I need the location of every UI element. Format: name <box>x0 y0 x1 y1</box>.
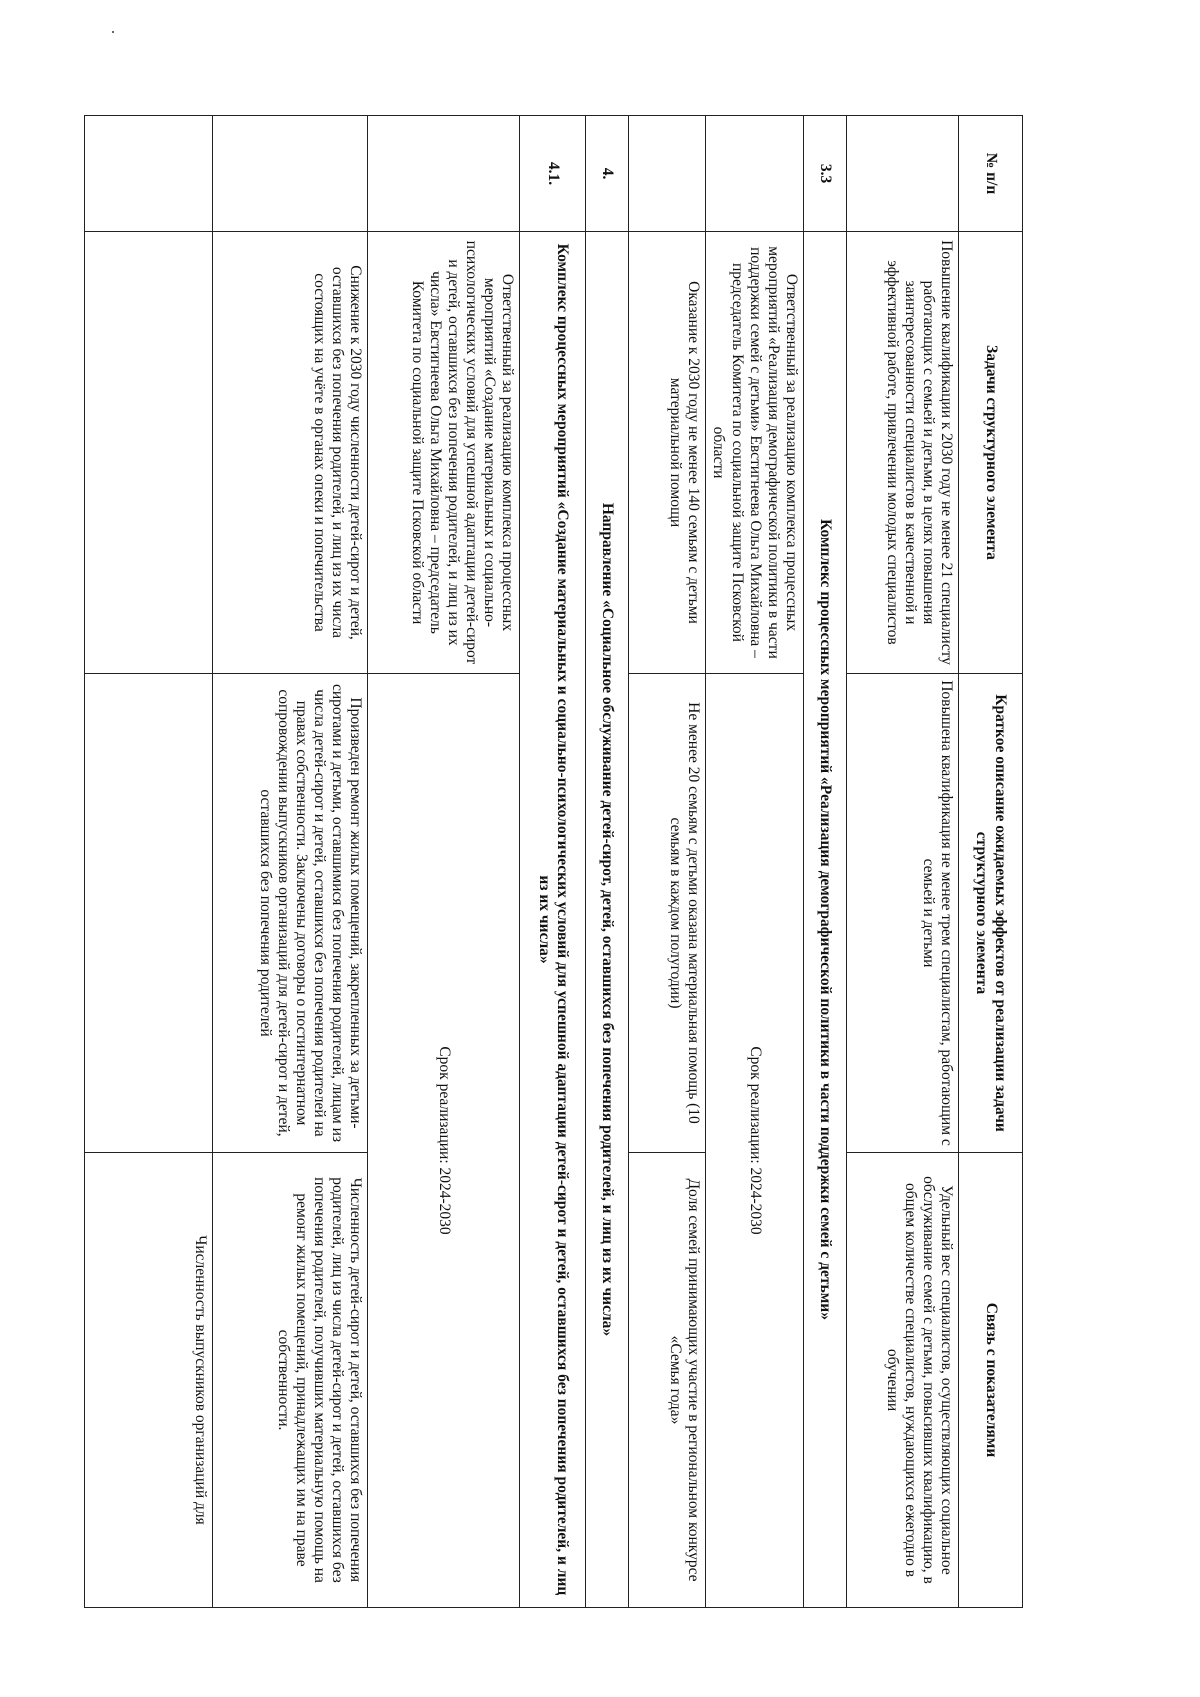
section-row <box>804 116 847 1608</box>
effect-cell: Произведен ремонт жилых помещений, закрепленных за детьми-сиротами и детьми, оставшимися без попечения родителей, лицам из числа детей-сирот и детей, оставшихся без попечения родителей на правах собственности. Заключены договоры о постинтернатном сопровождении выпускников организаций для детей-сирот и детей, оставшихся без попечения родителей <box>213 674 368 1153</box>
section-title: Комплекс процессных мероприятий «Реализация демографической политики в части поддержки семей с детьми» <box>804 232 847 1608</box>
table-header-row <box>959 116 1023 1608</box>
effect-cell <box>85 674 213 1153</box>
header-indicator: Связь с показателями <box>959 1153 1023 1608</box>
section-title: Комплекс процессных мероприятий «Создание материальных и социально-психологических условий для успешной адаптации детей-сирот и детей, оставшихся без попечения родителей, и лиц из их числа» <box>520 232 586 1608</box>
scan-speck <box>112 31 114 33</box>
responsible-cell: Ответственный за реализацию комплекса процессных мероприятий «Реализация демографической политики в части поддержки семей с детьми» Евстигнеева Ольга Михайловна – председатель Комитета по социальной защите Псковской области <box>706 232 804 674</box>
effect-cell: Не менее 20 семьям с детьми оказана материальная помощь (10 семьям в каждом полугодии) <box>629 674 706 1153</box>
term-cell: Срок реализации: 2024-2030 <box>706 674 804 1608</box>
term-cell: Срок реализации: 2024-2030 <box>368 674 520 1608</box>
table-row <box>213 116 368 1608</box>
rotated-page <box>87 115 1023 1607</box>
structural-elements-table <box>84 115 1023 1608</box>
table-row <box>706 116 804 1608</box>
table-row <box>847 116 959 1608</box>
indicator-cell: Численность детей-сирот и детей, оставшихся без попечения родителей, лиц из числа детей-сирот и детей, оставшихся без попечения родителей, получивших материальную помощь на ремонт жилых помещений, принадлежащих им на праве собственности. <box>213 1153 368 1608</box>
table-row <box>85 116 213 1608</box>
row-num <box>629 116 706 232</box>
indicator-cell: Доля семей принимающих участие в региональном конкурсе «Семья года» <box>629 1153 706 1608</box>
row-num: 3.3 <box>804 116 847 232</box>
task-cell <box>85 232 213 674</box>
direction-title: Направление «Социальное обслуживание детей-сирот, детей, оставшихся без попечения родителей, и лиц из их числа» <box>586 232 629 1608</box>
header-num: № п/п <box>959 116 1023 232</box>
section-row <box>520 116 586 1608</box>
table-row <box>629 116 706 1608</box>
row-num <box>85 116 213 232</box>
responsible-cell: Ответственный за реализацию комплекса процессных мероприятий «Создание материальных и социально-психологических условий для успешной адаптации детей-сирот и детей, оставшихся без попечения родителей, и лиц из их числа» Евстигнеева Ольга Михайловна – председатель Комитета по социальной защите Псковской области <box>368 232 520 674</box>
task-cell: Снижение к 2030 году численности детей-сирот и детей, оставшихся без попечения родителей, и лиц из их числа состоящих на учёте в органах опеки и попечительства <box>213 232 368 674</box>
task-cell: Повышение квалификации к 2030 году не менее 21 специалисту работающих с семьей и детьми, в целях повышения заинтересованности специалистов в качественной и эффективной работе, привлечении молодых специалистов <box>847 232 959 674</box>
header-task: Задачи структурного элемента <box>959 232 1023 674</box>
row-num <box>847 116 959 232</box>
row-num: 4.1. <box>520 116 586 232</box>
header-effect: Краткое описание ожидаемых эффектов от реализации задачи структурного элемента <box>959 674 1023 1153</box>
table-row <box>368 116 520 1608</box>
section-row <box>586 116 629 1608</box>
indicator-cell: Численность выпускников организаций для <box>85 1153 213 1608</box>
row-num: 4. <box>586 116 629 232</box>
row-num <box>368 116 520 232</box>
row-num <box>706 116 804 232</box>
row-num <box>213 116 368 232</box>
indicator-cell: Удельный вес специалистов, осуществляющих социальное обслуживание семей с детьми, повысивших квалификацию, в общем количестве специалистов, нуждающихся ежегодно в обучении <box>847 1153 959 1608</box>
effect-cell: Повышена квалификация не менее трем специалистам, работающим с семьей и детьми <box>847 674 959 1153</box>
task-cell: Оказание к 2030 году не менее 140 семьям с детьми материальной помощи <box>629 232 706 674</box>
